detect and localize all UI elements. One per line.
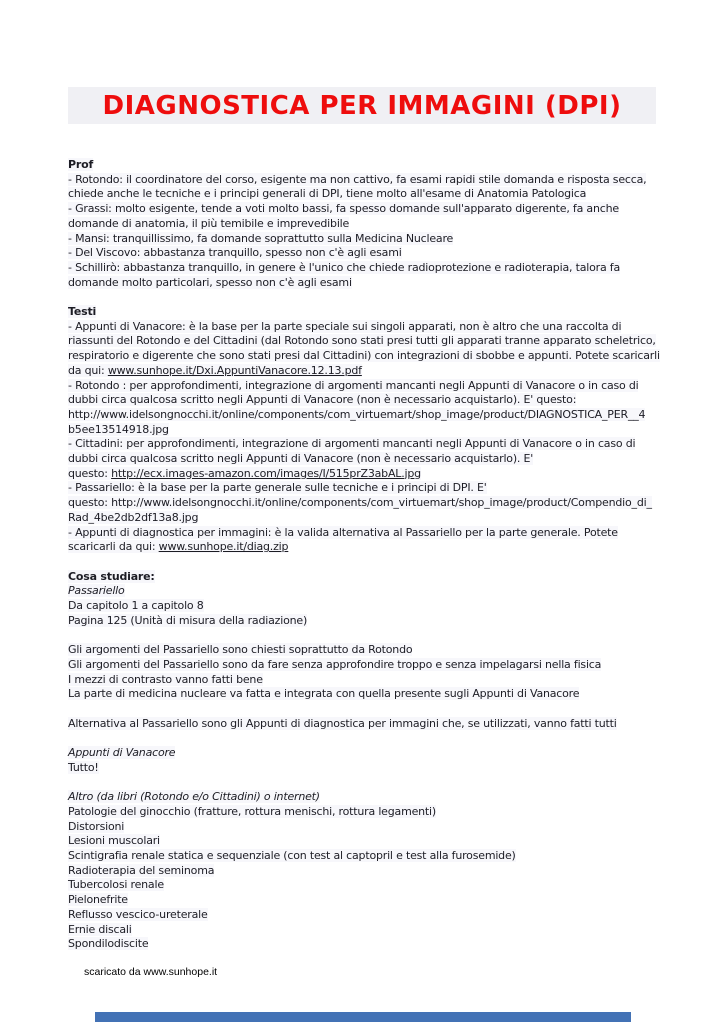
text-segment: - Appunti di diagnostica per immagini: è la valida alternativa al Passariello per la parte generale. Potete [68, 525, 618, 539]
text-segment: respiratorio e digerente che sono stati presi dal Cittadini) con integrazioni di sbobbe e appunti. Potete scaricarli [68, 349, 660, 363]
text-line [68, 614, 688, 629]
text-line [68, 452, 688, 467]
text-segment: questo: http://www.idelsongnocchi.it/online/components/com_virtuemart/shop_image/product/Compendio_di_ [68, 496, 652, 510]
text-segment: - Rotondo : per approfondimenti, integrazione di argomenti mancanti negli Appunti di Vanacore o in caso di [68, 378, 639, 392]
text-line [68, 423, 688, 438]
text-segment: Ernie discali [68, 922, 132, 936]
document-title: DIAGNOSTICA PER IMMAGINI (DPI) [102, 90, 622, 121]
text-segment: Alternativa al Passariello sono gli Appunti di diagnostica per immagini che, se utilizzati, vanno fatti tutti [68, 716, 617, 730]
text-segment: - Schillirò: abbastanza tranquillo, in genere è l'unico che chiede radioprotezione e radioterapia, talora fa [68, 260, 620, 274]
text-line [68, 246, 688, 261]
text-segment: Altro (da libri (Rotondo e/o Cittadini) o internet) [68, 790, 320, 804]
text-line [68, 658, 688, 673]
text-line [68, 864, 688, 879]
text-segment: Scintigrafia renale statica e sequenziale (con test al captopril e test alla furosemide) [68, 849, 516, 863]
text-segment: Cosa studiare: [68, 569, 155, 583]
text-segment: Pielonefrite [68, 893, 128, 907]
text-line [68, 599, 688, 614]
text-line [68, 467, 688, 482]
text-line [68, 276, 688, 291]
text-segment: - Mansi: tranquillissimo, fa domande soprattutto sulla Medicina Nucleare [68, 231, 454, 245]
text-segment: - Cittadini: per approfondimenti, integrazione di argomenti mancanti negli Appunti di Vanacore o in caso di [68, 437, 636, 451]
text-line [68, 790, 688, 805]
text-line [68, 261, 688, 276]
text-segment: Gli argomenti del Passariello sono da fare senza approfondire troppo e senza impelagarsi nella fisica [68, 657, 602, 671]
text-segment: chiede anche le tecniche e i principi generali di DPI, tiene molto all'esame di Anatomia Patologica [68, 187, 587, 201]
blank-line [68, 731, 688, 746]
page-footer-text: scaricato da www.sunhope.it [84, 966, 218, 978]
text-segment: dubbi circa qualcosa scritto negli Appunti di Vanacore (non è necessario acquistarlo). E' [68, 452, 534, 466]
text-line [68, 746, 688, 761]
text-segment: da qui: [68, 363, 108, 377]
text-line [68, 349, 688, 364]
text-line [68, 908, 688, 923]
text-line [68, 173, 688, 188]
text-line [68, 673, 688, 688]
blank-line [68, 776, 688, 791]
link[interactable]: http://ecx.images-amazon.com/images/I/515prZ3abAL.jpg [111, 466, 421, 480]
text-segment: Distorsioni [68, 819, 125, 833]
text-line [68, 320, 688, 335]
text-segment: Appunti di Vanacore [68, 746, 176, 760]
text-line [68, 379, 688, 394]
text-line [68, 584, 688, 599]
text-line [68, 878, 688, 893]
text-segment: domande di anatomia, il più temibile e imprevedibile [68, 216, 350, 230]
text-segment: Prof [68, 158, 94, 171]
text-line [68, 408, 688, 423]
text-segment: Reflusso vescico-ureterale [68, 907, 208, 921]
text-line [68, 496, 688, 511]
text-segment: questo: [68, 466, 112, 480]
text-segment: Passariello [68, 584, 125, 598]
text-segment: http://www.idelsongnocchi.it/online/components/com_virtuemart/shop_image/product/DIAGNOSTICA_PER__4 [68, 407, 646, 421]
text-segment: La parte di medicina nucleare va fatta e integrata con quella presente sugli Appunti di Vanacore [68, 687, 580, 701]
text-segment: - Passariello: è la base per la parte generale sulle tecniche e i principi di DPI. E' [68, 481, 487, 495]
blank-line [68, 629, 688, 644]
text-line [68, 834, 688, 849]
blank-line [68, 555, 688, 570]
text-line [68, 437, 688, 452]
text-segment: I mezzi di contrasto vanno fatti bene [68, 672, 263, 686]
text-line [68, 305, 688, 320]
text-line [68, 570, 688, 585]
text-segment: riassunti del Rotondo e del Cittadini (dal Rotondo sono stati presi tutti gli apparati tranne apparato scheletrico, [68, 334, 656, 348]
document-title-strip [68, 87, 656, 124]
link[interactable]: www.sunhope.it/diag.zip [158, 540, 289, 554]
text-line [68, 923, 688, 938]
text-line [68, 334, 688, 349]
text-line [68, 202, 688, 217]
document-body [68, 158, 688, 952]
page-bottom-bar [95, 1012, 631, 1022]
text-line [68, 849, 688, 864]
text-segment: Tubercolosi renale [68, 878, 164, 892]
text-line [68, 526, 688, 541]
section-prof [68, 158, 688, 305]
text-segment: Lesioni muscolari [68, 834, 160, 848]
text-segment: dubbi circa qualcosa scritto negli Appunti di Vanacore (non è necessario acquistarlo). E' questo: [68, 393, 577, 407]
text-segment: - Rotondo: il coordinatore del corso, esigente ma non cattivo, fa esami rapidi stile domanda e risposta secca, [68, 172, 647, 186]
section-cosa-studiare [68, 570, 688, 952]
text-line [68, 481, 688, 496]
text-line [68, 937, 688, 952]
text-line [68, 820, 688, 835]
text-line [68, 761, 688, 776]
text-line [68, 540, 688, 555]
text-line [68, 158, 688, 173]
text-line [68, 687, 688, 702]
text-line [68, 717, 688, 732]
blank-line [68, 702, 688, 717]
text-segment: scaricarli da qui: [68, 540, 159, 554]
blank-line [68, 290, 688, 305]
text-segment: b5ee13514918.jpg [68, 422, 169, 436]
text-segment: Patologie del ginocchio (fratture, rottura menischi, rottura legamenti) [68, 804, 436, 818]
section-testi [68, 305, 688, 570]
text-segment: Radioterapia del seminoma [68, 863, 215, 877]
text-line [68, 511, 688, 526]
text-segment: Spondilodiscite [68, 937, 149, 951]
text-line [68, 217, 688, 232]
text-line [68, 805, 688, 820]
text-segment: - Appunti di Vanacore: è la base per la parte speciale sui singoli apparati, non è altro che una raccolta di [68, 319, 622, 333]
text-segment: Tutto! [68, 760, 99, 774]
text-segment: - Del Viscovo: abbastanza tranquillo, spesso non c'è agli esami [68, 246, 402, 260]
text-line [68, 393, 688, 408]
link[interactable]: www.sunhope.it/Dxi.AppuntiVanacore.12.13.pdf [107, 363, 362, 377]
text-segment: Rad_4be2db2df13a8.jpg [68, 510, 199, 524]
text-segment: Pagina 125 (Unità di misura della radiazione) [68, 613, 308, 627]
text-segment: Da capitolo 1 a capitolo 8 [68, 599, 204, 613]
text-segment: Testi [68, 305, 97, 319]
text-segment: domande molto particolari, spesso non c'è agli esami [68, 275, 352, 289]
text-line [68, 643, 688, 658]
text-line [68, 187, 688, 202]
text-line [68, 232, 688, 247]
text-line [68, 364, 688, 379]
text-segment: - Grassi: molto esigente, tende a voti molto bassi, fa spesso domande sull'apparato digerente, fa anche [68, 202, 619, 216]
text-segment: Gli argomenti del Passariello sono chiesti soprattutto da Rotondo [68, 643, 413, 657]
text-line [68, 893, 688, 908]
